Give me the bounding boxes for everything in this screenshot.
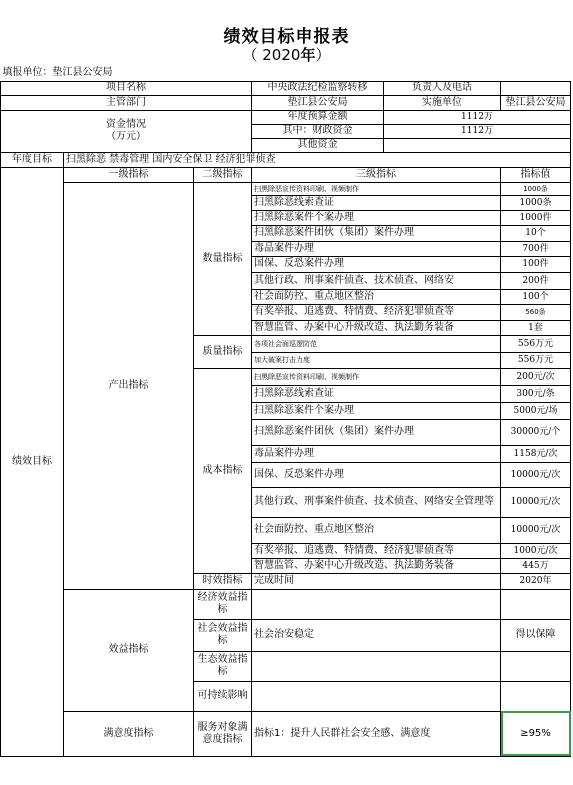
output-indicator-label: 产出指标	[64, 182, 194, 589]
sustain-name	[252, 681, 501, 711]
quantity-item-value: 100个	[501, 289, 571, 304]
quantity-item-name: 其他行政、刑事案件侦查、技术侦查、网络安	[252, 272, 501, 289]
quantity-item-name: 扫黑除恶宣传资料印刷、视频制作	[252, 182, 501, 195]
benefit-indicator-label: 效益指标	[64, 589, 194, 711]
cost-item-name: 扫黑除恶宣传资料印刷、视频制作	[252, 368, 501, 385]
cost-item-name: 国保、反恐案件办理	[252, 462, 501, 487]
col-level2: 二级指标	[194, 167, 252, 182]
annual-goal-label: 年度目标	[1, 152, 64, 167]
econ-benefit-label: 经济效益指标	[194, 589, 252, 619]
year-suffix: 年	[300, 46, 316, 64]
sustain-value	[501, 681, 571, 711]
cost-item-value: 445万	[501, 558, 571, 573]
project-name-value: 中央政法纪检监察转移	[252, 81, 384, 95]
eco-benefit-value	[501, 651, 571, 681]
quality-indicator-label: 质量指标	[194, 335, 252, 368]
col-level1: 一级指标	[64, 167, 194, 182]
quantity-indicator-label: 数量指标	[194, 182, 252, 335]
quantity-item-name: 有奖举报、追逃费、特情费、经济犯罪侦查等	[252, 304, 501, 320]
impl-label: 实施单位	[384, 95, 501, 110]
quality-item-value: 556万元	[501, 352, 571, 368]
year-open: （ 2020	[242, 46, 301, 64]
annual-goal-value: 扫黑除恶 禁毒管理 国内安全保卫 经济犯罪侦查	[64, 152, 571, 167]
quantity-item-name: 国保、反恐案件办理	[252, 256, 501, 272]
person-value	[501, 81, 571, 95]
quality-item-name: 各项社会面巡逻防范	[252, 335, 501, 352]
other-funds-label: 其他资金	[252, 138, 384, 152]
table-body	[1, 66, 571, 756]
other-funds-value	[384, 138, 571, 152]
satisfaction-item-value: ≥95%	[501, 711, 571, 756]
econ-benefit-value	[501, 589, 571, 619]
quantity-item-name: 智慧监管、办案中心升级改造、执法勤务装备	[252, 320, 501, 335]
satisfaction-indicator-label: 满意度指标	[64, 711, 194, 756]
annual-budget-label: 年度预算金额	[252, 110, 384, 124]
social-benefit-value: 得以保障	[501, 619, 571, 651]
table-row	[1, 589, 571, 619]
cost-indicator-label: 成本指标	[194, 368, 252, 573]
page-title: 绩效目标申报表	[223, 27, 350, 47]
quantity-item-value: 560条	[501, 304, 571, 320]
year-line	[0, 44, 573, 65]
cost-item-value: 10000元/次	[501, 462, 571, 487]
cost-item-name: 社会面防控、重点地区整治	[252, 517, 501, 543]
cost-item-value: 30000元/个	[501, 419, 571, 445]
col-value: 指标值	[501, 167, 571, 182]
social-benefit-label: 社会效益指标	[194, 619, 252, 651]
quantity-item-value: 200件	[501, 272, 571, 289]
performance-table	[0, 66, 571, 757]
project-name-label: 项目名称	[1, 81, 252, 95]
cost-item-name: 扫黑除恶线索查证	[252, 385, 501, 402]
quantity-item-value: 100件	[501, 256, 571, 272]
cost-item-value: 300元/条	[501, 385, 571, 402]
cost-item-name: 有奖举报、追逃费、特情费、经济犯罪侦查等	[252, 543, 501, 558]
cost-item-name: 扫黑除恶案件团伙（集团）案件办理	[252, 419, 501, 445]
perf-goal-label: 绩效目标	[1, 167, 64, 756]
funds-label-line1: 资金情况	[106, 119, 146, 130]
time-item-name: 完成时间	[252, 573, 501, 589]
fiscal-funds-value: 1112万	[384, 124, 571, 138]
quantity-item-value: 10个	[501, 225, 571, 241]
quantity-item-value: 1000件	[501, 210, 571, 225]
quantity-item-name: 社会面防控、重点地区整治	[252, 289, 501, 304]
table-row	[1, 711, 571, 756]
quantity-item-name: 扫黑除恶案件个案办理	[252, 210, 501, 225]
cost-item-name: 扫黑除恶案件个案办理	[252, 402, 501, 419]
person-label: 负责人及电话	[384, 81, 501, 95]
impl-value: 垫江县公安局	[501, 95, 571, 110]
quantity-item-name: 扫黑除恶案件团伙（集团）案件办理	[252, 225, 501, 241]
year-close: ）	[315, 46, 331, 64]
quantity-item-value: 700件	[501, 241, 571, 256]
sustain-label: 可持续影响	[194, 681, 252, 711]
satisfaction-item-name: 指标1：提升人民群社会安全感、满意度	[252, 711, 501, 756]
quality-item-name: 加大破案打击力度	[252, 352, 501, 368]
quantity-item-name: 毒品案件办理	[252, 241, 501, 256]
quantity-item-value: 1000条	[501, 182, 571, 195]
cost-item-value: 200元/次	[501, 368, 571, 385]
eco-benefit-label: 生态效益指标	[194, 651, 252, 681]
cost-item-name: 毒品案件办理	[252, 445, 501, 462]
fiscal-funds-label: 其中：财政资金	[252, 124, 384, 138]
cost-item-value: 10000元/次	[501, 517, 571, 543]
cost-item-value: 1000元/次	[501, 543, 571, 558]
quantity-item-value: 1000条	[501, 195, 571, 210]
dept-value: 垫江县公安局	[252, 95, 384, 110]
cost-item-value: 10000元/次	[501, 487, 571, 517]
annual-budget-value: 1112万	[384, 110, 571, 124]
quantity-item-value: 1套	[501, 320, 571, 335]
time-item-value: 2020年	[501, 573, 571, 589]
cost-item-value: 5000元/场	[501, 402, 571, 419]
cost-item-value: 1158元/次	[501, 445, 571, 462]
col-level3: 三级指标	[252, 167, 501, 182]
unit-label: 填报单位：垫江县公安局	[2, 67, 113, 79]
quantity-item-name: 扫黑除恶线索查证	[252, 195, 501, 210]
eco-benefit-name	[252, 651, 501, 681]
dept-label: 主管部门	[1, 95, 252, 110]
quality-item-value: 556万元	[501, 335, 571, 352]
funds-label	[1, 110, 252, 152]
social-benefit-name: 社会治安稳定	[252, 619, 501, 651]
funds-label-line2: （万元）	[106, 131, 146, 142]
econ-benefit-name	[252, 589, 501, 619]
table-row	[1, 182, 571, 195]
cost-item-name: 其他行政、刑事案件侦查、技术侦查、网络安全管理等	[252, 487, 501, 517]
service-satisfaction-label: 服务对象满意度指标	[194, 711, 252, 756]
cost-item-name: 智慧监管、办案中心升级改造、执法勤务装备	[252, 558, 501, 573]
time-indicator-label: 时效指标	[194, 573, 252, 589]
